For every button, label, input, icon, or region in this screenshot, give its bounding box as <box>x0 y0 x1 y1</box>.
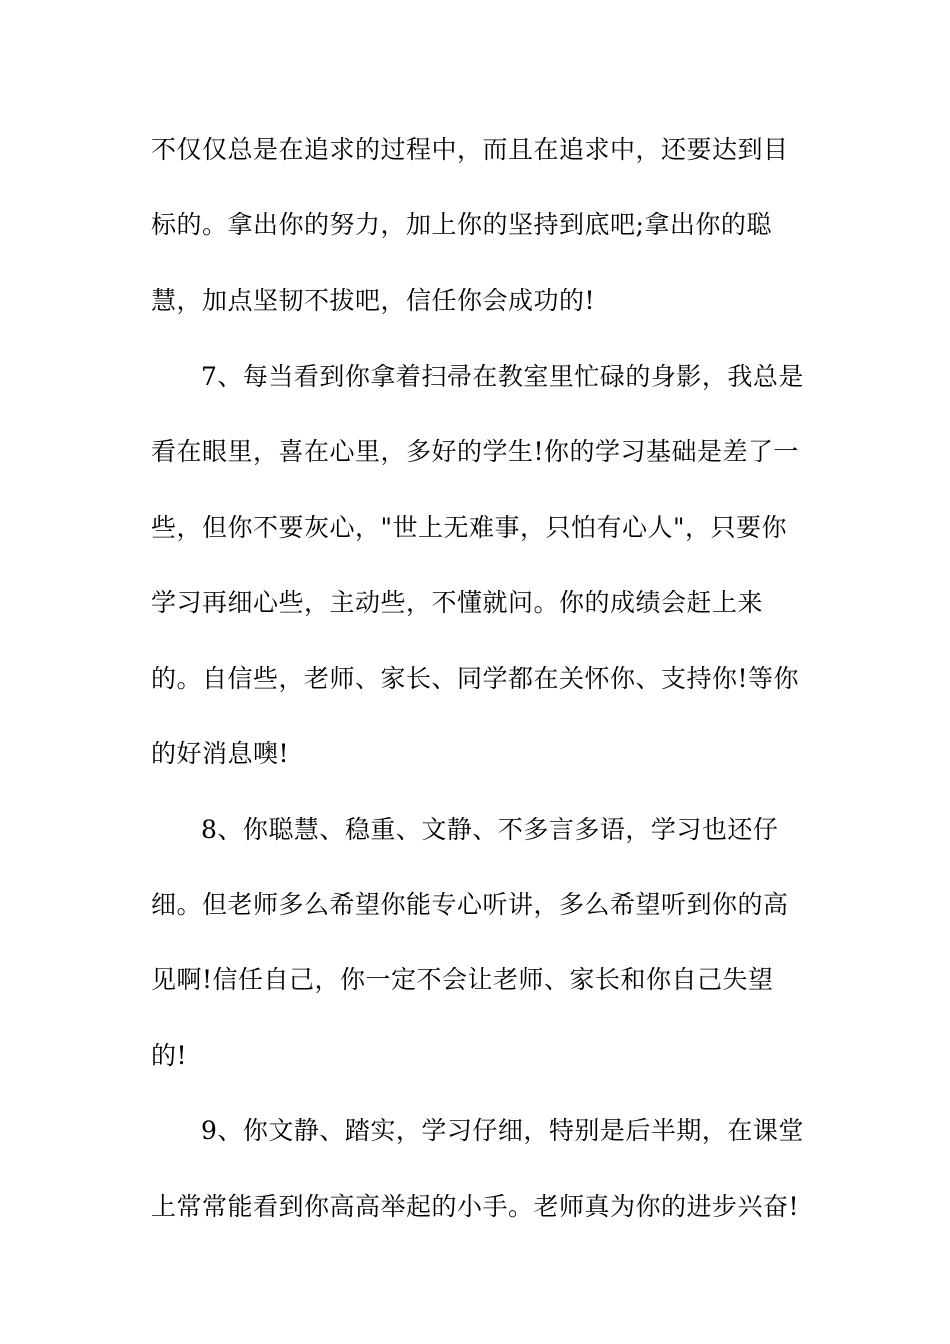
text-line: 学习再细心些，主动些，不懂就问。你的成绩会赶上来 <box>151 588 764 617</box>
text-line: 细。但老师多么希望你能专心听讲，多么希望听到你的高 <box>151 890 789 919</box>
text-line: 的。自信些，老师、家长、同学都在关怀你、支持你!等你 <box>151 664 800 693</box>
paragraph-8-start: 8、你聪慧、稳重、文静、不多言多语，学习也还仔 <box>201 815 779 844</box>
text-line: 看在眼里，喜在心里，多好的学生!你的学习基础是差了一 <box>151 437 800 466</box>
text-line: 慧，加点坚韧不拔吧，信任你会成功的! <box>151 286 596 315</box>
text-line: 的好消息噢! <box>151 739 290 768</box>
text-line: 标的。拿出你的努力，加上你的坚持到底吧;拿出你的聪 <box>151 210 772 239</box>
text-line: 见啊!信任自己，你一定不会让老师、家长和你自己失望 <box>151 965 774 994</box>
paragraph-7-start: 7、每当看到你拿着扫帚在教室里忙碌的身影，我总是 <box>201 362 804 391</box>
text-line: 的! <box>151 1041 188 1070</box>
text-line: 些，但你不要灰心，"世上无难事，只怕有心人"，只要你 <box>151 513 788 542</box>
paragraph-9-start: 9、你文静、踏实，学习仔细，特别是后半期，在课堂 <box>201 1116 804 1145</box>
text-line: 上常常能看到你高高举起的小手。老师真为你的进步兴奋! <box>151 1192 800 1221</box>
text-line: 不仅仅总是在追求的过程中，而且在追求中，还要达到目 <box>151 135 789 164</box>
